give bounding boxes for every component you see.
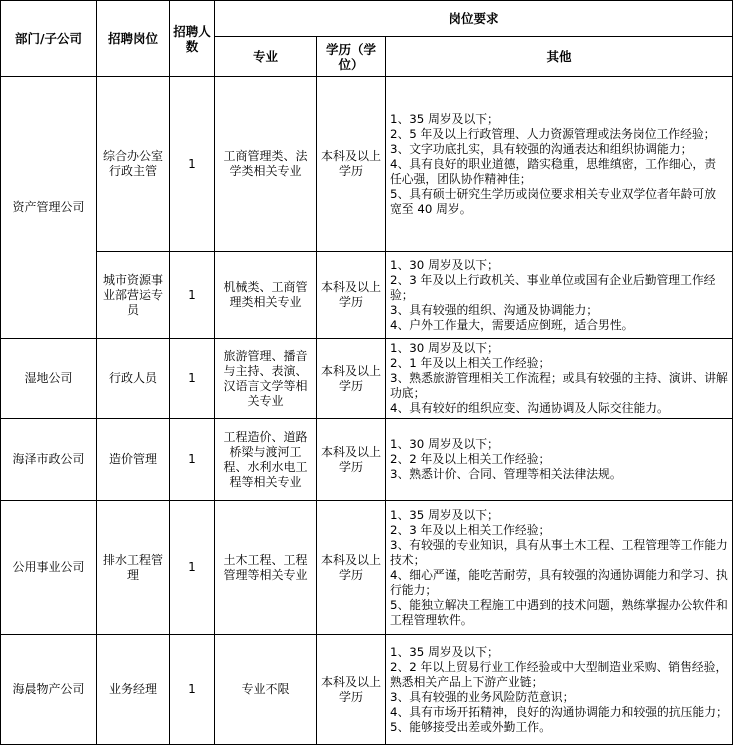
requirement-line: 4、户外工作量大，需要适应倒班，适合男性。 [390,317,634,332]
requirement-line: 5、能独立解决工程施工中遇到的技术问题，熟练掌握办公软件和工程管理软件。 [390,597,728,627]
requirement-line: 1、30 周岁及以下； [390,437,499,451]
header-major: 专业 [215,37,317,77]
dept-cell: 资产管理公司 [1,77,97,339]
education-cell: 本科及以上学历 [317,339,386,419]
position-cell: 综合办公室行政主管 [97,77,170,252]
other-cell [386,77,733,252]
dept-cell: 湿地公司 [1,339,97,419]
requirement-line: 4、细心严谨，能吃苦耐劳，具有较强的沟通协调能力和学习、执行能力； [390,567,728,597]
count-cell: 1 [170,339,215,419]
requirement-line: 4、具有良好的职业道德，踏实稳重，思维缜密，工作细心，责 [390,156,717,171]
other-cell [386,501,733,635]
requirement-line: 2、3 年及以上相关工作经验； [390,522,551,537]
header-other: 其他 [386,37,733,77]
major-cell: 工程造价、道路桥梁与渡河工程、水利水电工程等相关专业 [215,419,317,501]
requirement-line: 1、35 周岁及以下； [390,644,499,659]
requirement-line: 2、2 年以上贸易行业工作经验或中大型制造业采购、销售经验，熟悉相关产品上下游产业链； [390,659,728,689]
header-position: 招聘岗位 [97,1,170,77]
count-cell: 1 [170,501,215,635]
position-cell: 行政人员 [97,339,170,419]
position-cell: 排水工程管理 [97,501,170,635]
education-cell: 本科及以上学历 [317,252,386,339]
major-cell: 机械类、工商管理类相关专业 [215,252,317,339]
education-cell: 本科及以上学历 [317,635,386,745]
count-cell: 1 [170,419,215,501]
requirement-line: 4、具有市场开拓精神，良好的沟通协调能力和较强的抗压能力； [390,704,728,719]
table-row [1,252,733,339]
major-cell: 土木工程、工程管理等相关专业 [215,501,317,635]
requirement-line: 2、3 年及以上行政机关、事业单位或国有企业后勤管理工作经验； [390,272,716,302]
dept-cell: 公用事业公司 [1,501,97,635]
header-count: 招聘人数 [170,1,215,77]
major-cell: 工商管理类、法学类相关专业 [215,77,317,252]
header-row-1 [1,1,733,37]
requirement-line: 3、具有较强的业务风险防范意识； [390,689,575,704]
requirement-line: 1、35 周岁及以下； [390,507,499,522]
other-cell [386,252,733,339]
other-cell [386,635,733,745]
requirement-line: 5、能够接受出差或外勤工作。 [390,719,551,734]
count-cell: 1 [170,252,215,339]
dept-cell: 海泽市政公司 [1,419,97,501]
requirement-line: 3、熟悉旅游管理相关工作流程；或具有较强的主持、演讲、讲解功底； [390,371,728,400]
count-cell: 1 [170,635,215,745]
requirement-line: 3、熟悉计价、合同、管理等相关法律法规。 [390,467,622,481]
header-dept: 部门/子公司 [1,1,97,77]
position-cell: 城市资源事业部营运专员 [97,252,170,339]
requirement-line: 2、1 年及以上相关工作经验； [390,356,551,370]
header-education: 学历（学位） [317,37,386,77]
requirement-line: 任心强，团队协作精神佳； [390,171,532,186]
table-row [1,419,733,501]
requirement-line: 1、30 周岁及以下； [390,257,499,272]
requirement-line: 3、具有较强的组织、沟通及协调能力； [390,302,599,317]
count-cell: 1 [170,77,215,252]
other-cell [386,419,733,501]
table-row [1,339,733,419]
requirement-line: 3、文字功底扎实，具有较强的沟通表达和组织协调能力； [390,141,693,156]
position-cell: 造价管理 [97,419,170,501]
dept-cell: 海晨物产公司 [1,635,97,745]
education-cell: 本科及以上学历 [317,77,386,252]
requirement-line: 2、2 年及以上相关工作经验； [390,452,551,466]
position-cell: 业务经理 [97,635,170,745]
other-cell [386,339,733,419]
table-row [1,635,733,745]
requirement-line: 2、5 年及以上行政管理、人力资源管理或法务岗位工作经验； [390,126,716,141]
requirement-line: 4、具有较好的组织应变、沟通协调及人际交往能力。 [390,401,669,415]
requirement-line: 宽至 40 周岁。 [390,201,472,216]
requirement-line: 5、具有硕士研究生学历或岗位要求相关专业双学位者年龄可放 [390,186,717,201]
education-cell: 本科及以上学历 [317,419,386,501]
header-requirements: 岗位要求 [215,1,733,37]
requirement-line: 3、有较强的专业知识，具有从事土木工程、工程管理等工作能力技术； [390,537,728,567]
major-cell: 旅游管理、播音与主持、表演、汉语言文学等相关专业 [215,339,317,419]
table-row [1,77,733,252]
education-cell: 本科及以上学历 [317,501,386,635]
major-cell: 专业不限 [215,635,317,745]
table-row [1,501,733,635]
requirement-line: 1、35 周岁及以下； [390,111,499,126]
requirement-line: 1、30 周岁及以下； [390,341,499,355]
